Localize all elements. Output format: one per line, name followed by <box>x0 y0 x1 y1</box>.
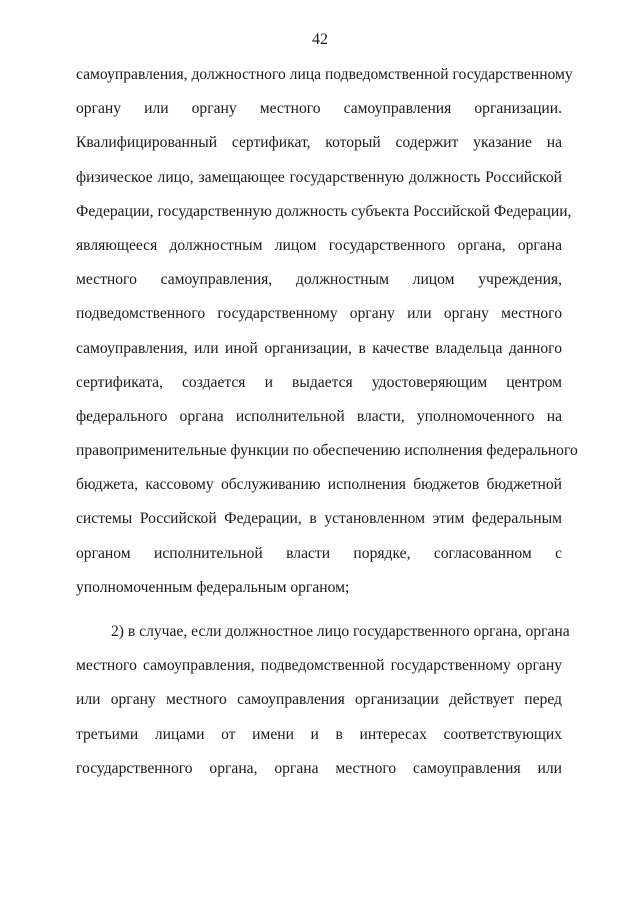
text-line: Квалифицированный сертификат, который содержит указание на <box>76 134 562 152</box>
text-line: Федерации, государственную должность субъекта Российской Федерации, <box>76 202 572 220</box>
text-line: органом исполнительной власти порядке, согласованном с <box>76 544 562 562</box>
text-line: являющееся должностным лицом государственного органа, органа <box>76 236 562 254</box>
body-text <box>76 65 578 793</box>
text-line: 2) в случае, если должностное лицо государственного органа, органа <box>111 623 570 640</box>
text-line: органу или органу местного самоуправления организации. <box>76 100 562 118</box>
text-line: уполномоченным федеральным органом; <box>76 578 350 596</box>
text-line: правоприменительные функции по обеспечению исполнения федерального <box>76 442 578 460</box>
paragraph-2 <box>76 622 570 793</box>
text-line: сертификата, создается и выдается удостоверяющим центром <box>76 373 562 391</box>
paragraph-gap <box>76 612 562 622</box>
text-line: самоуправления, или иной организации, в качестве владельца данного <box>76 339 562 357</box>
text-line: подведомственного государственному органу или органу местного <box>76 305 562 323</box>
text-line: самоуправления, должностного лица подведомственной государственному <box>76 66 573 83</box>
text-line: местного самоуправления, подведомственной государственному органу <box>76 657 562 675</box>
text-line: третьими лицами от имени и в интересах соответствующих <box>76 725 562 743</box>
text-line: государственного органа, органа местного самоуправления или <box>76 759 562 777</box>
text-line: местного самоуправления, должностным лицом учреждения, <box>76 271 562 289</box>
text-line: физическое лицо, замещающее государственную должность Российской <box>76 168 562 186</box>
page-number: 42 <box>312 31 328 48</box>
paragraph-1 <box>76 65 578 612</box>
text-line: или органу местного самоуправления организации действует перед <box>76 691 562 709</box>
text-line: бюджета, кассовому обслуживанию исполнения бюджетов бюджетной <box>76 476 562 494</box>
text-line: федерального органа исполнительной власти, уполномоченного на <box>76 407 562 425</box>
text-line: системы Российской Федерации, в установленном этим федеральным <box>76 510 562 528</box>
